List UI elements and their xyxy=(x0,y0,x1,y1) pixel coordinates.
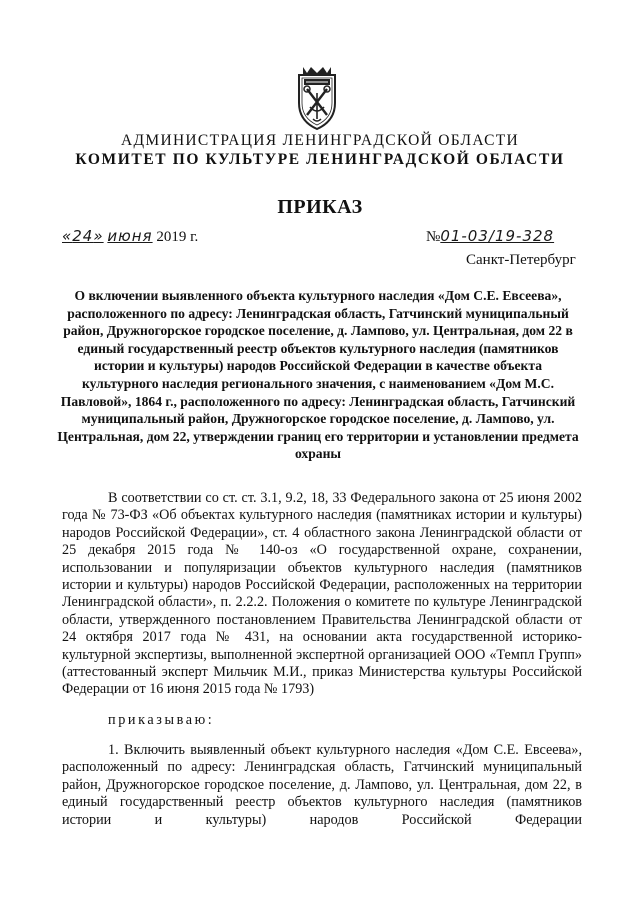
number-value: 01-03/19-328 xyxy=(440,227,555,245)
date-year: 2019 г. xyxy=(156,229,199,245)
date-open-quote: « xyxy=(62,227,73,245)
city-name: Санкт-Петербург xyxy=(466,252,576,268)
number-prefix: № xyxy=(426,229,441,245)
clause-1-paragraph: 1. Включить выявленный объект культурного наследия «Дом С.Е. Евсеева», расположенный по адресу: Ленинградская область, Гатчинский муниципальный район, Дружногорское городское поселение, д. Лампово, ул. Центральная, дом 22, в единый государственный реестр объектов культурного наследия (памятников истории и культуры) народов Российской Федерации xyxy=(62,742,582,828)
date-close-quote: » xyxy=(93,227,104,245)
order-number xyxy=(426,227,554,246)
administration-name: АДМИНИСТРАЦИЯ ЛЕНИНГРАДСКОЙ ОБЛАСТИ xyxy=(121,132,519,149)
date-month: июня xyxy=(107,227,153,245)
committee-name: КОМИТЕТ ПО КУЛЬТУРЕ ЛЕНИНГРАДСКОЙ ОБЛАСТИ xyxy=(75,151,565,168)
order-subject: О включении выявленного объекта культурного наследия «Дом С.Е. Евсеева», расположенного по адресу: Ленинградская область, Гатчинский муниципальный район, Дружногорское городское поселение, д. Лампово, ул. Центральная, дом 22 в единый государственный реестр объектов культурного наследия (памятников истории и культуры) народов Российской Федерации в качестве объекта культурного наследия регионального значения, с наименованием «Дом М.С. Павловой», 1864 г., расположенного по адресу: Ленинградская область, Гатчинский муниципальный район, Дружногорское городское поселение, д. Лампово, ул. Центральная, дом 22, утверждении границ его территории и установлении предмета охраны xyxy=(57,288,579,462)
preamble-paragraph: В соответствии со ст. ст. 3.1, 9.2, 18, 33 Федерального закона от 25 июня 2002 года № 73-ФЗ «Об объектах культурного наследия (памятниках истории и культуры) народов Российской Федерации», ст. 4 областного закона Ленинградской области от 25 декабря 2015 года № 140-оз «О государственной охране, сохранении, использовании и популяризации объектов культурного наследия (памятников истории и культуры) народов Российской Федерации, расположенных на территории Ленинградской области», п. 2.2.2. Положения о комитете по культуре Ленинградской области, утвержденного постановлением Правительства Ленинградской области от 24 октября 2017 года № 431, на основании акта государственной историко-культурной экспертизы, выполненной экспертной организацией ООО «Темпл Групп» (аттестованный эксперт Мильчик М.И., приказ Министерства культуры Российской Федерации от 16 июня 2015 года № 1793) xyxy=(62,490,582,698)
orders-word: приказываю: xyxy=(108,712,215,728)
page-title: ПРИКАЗ xyxy=(277,196,363,218)
coat-of-arms-emblem-icon xyxy=(291,63,343,131)
order-date xyxy=(62,227,198,246)
date-day: 24 xyxy=(72,227,94,245)
